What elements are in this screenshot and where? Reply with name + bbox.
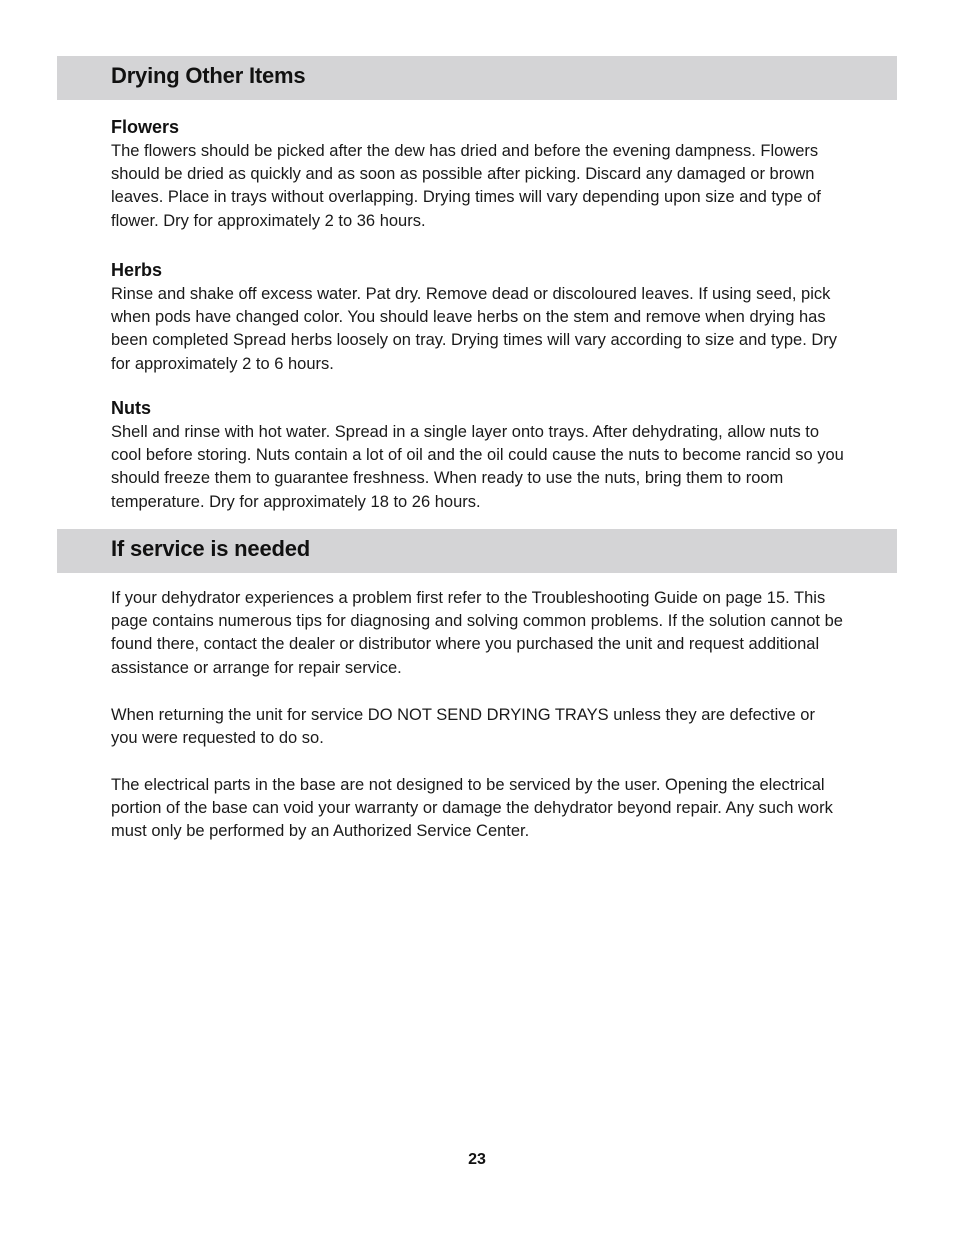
- service-paragraph-electrical: The electrical parts in the base are not designed to be serviced by the user. Opening the electrical portion of the base can void your warranty or damage the dehydrator beyond repair. Any such work must only be performed by an Authorized Service Center.: [111, 776, 833, 841]
- service-paragraph-returning: When returning the unit for service DO NOT SEND DRYING TRAYS unless they are defective or you were requested to do so.: [111, 706, 815, 748]
- nuts-heading: Nuts: [111, 398, 151, 418]
- section-header-if-service-is-needed: [57, 529, 897, 573]
- herbs-paragraph: Rinse and shake off excess water. Pat dry. Remove dead or discoloured leaves. If using seed, pick when pods have changed color. You should leave herbs on the stem and remove when drying has been completed Spread herbs loosely on tray. Drying times will vary according to size and type. Dry for approximately 2 to 6 hours.: [111, 285, 838, 373]
- page-number: 23: [468, 1151, 486, 1168]
- section-header-drying-other-items: [57, 56, 897, 100]
- flowers-heading: Flowers: [111, 117, 180, 137]
- section-title: If service is needed: [111, 536, 310, 561]
- section-title: Drying Other Items: [111, 63, 306, 88]
- flowers-paragraph: The flowers should be picked after the dew has dried and before the evening dampness. Flowers should be dried as quickly and as soon as possible after picking. Discard any damaged or brown leaves. Place in trays without overlapping. Drying times will vary depending upon size and type of flower. Dry for approximately 2 to 36 hours.: [111, 142, 821, 230]
- service-paragraph-troubleshooting: If your dehydrator experiences a problem first refer to the Troubleshooting Guide on page 15. This page contains numerous tips for diagnosing and solving common problems. If the solution cannot be found there, contact the dealer or distributor where you purchased the unit and request additional assistance or arrange for repair service.: [111, 589, 843, 677]
- herbs-heading: Herbs: [111, 260, 163, 280]
- nuts-paragraph: Shell and rinse with hot water. Spread in a single layer onto trays. After dehydrating, allow nuts to cool before storing. Nuts contain a lot of oil and the oil could cause the nuts to become rancid so you should freeze them to guarantee freshness. When ready to use the nuts, bring them to room temperature. Dry for approximately 18 to 26 hours.: [111, 423, 844, 511]
